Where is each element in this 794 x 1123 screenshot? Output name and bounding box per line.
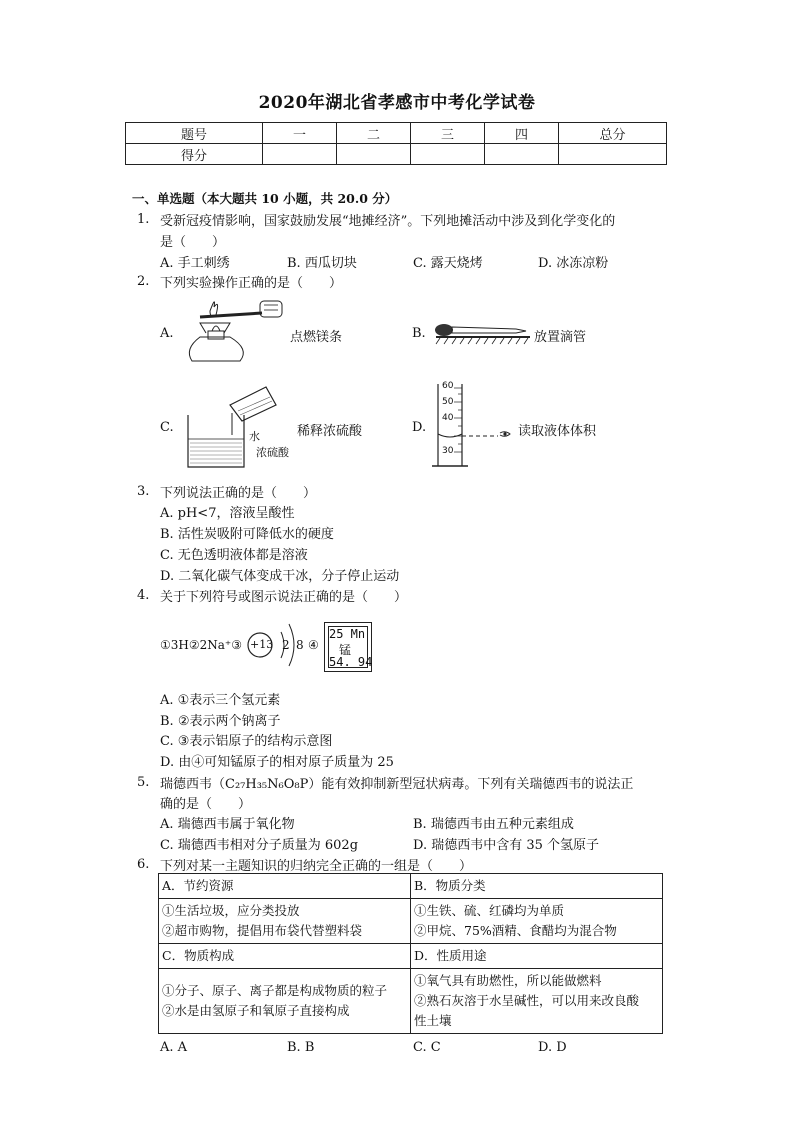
q6-cell-line: ②水是由氢原子和氧原子直接构成: [162, 1003, 350, 1018]
cylinder-tick-label: 60: [442, 381, 454, 391]
q6-cell-c-head: C．物质构成: [159, 944, 411, 969]
score-row-label: 得分: [126, 144, 263, 165]
q6-option-d: D. D: [538, 1040, 567, 1055]
q6-knowledge-table: [158, 873, 663, 1034]
score-cell: [485, 144, 559, 165]
q6-cell-line: ②熟石灰溶于水呈碱性，可以用来改良酸: [414, 993, 640, 1008]
score-table: [125, 122, 667, 165]
q2-option-d-label: 读取液体体积: [518, 424, 597, 439]
q2-option-c-letter: C.: [160, 420, 174, 435]
q6-cell-d-body: [411, 969, 663, 1034]
score-header-cell: 题号: [126, 123, 263, 144]
score-table-header-row: [126, 123, 667, 144]
q5-option-d: D. 瑞德西韦中含有 35 个氢原子: [413, 838, 600, 853]
q6-cell-line: ①生活垃圾，应分类投放: [162, 903, 300, 918]
q4-stem: 关于下列符号或图示说法正确的是（ ）: [160, 590, 408, 605]
atom-nucleus-charge: +13: [250, 638, 274, 651]
q6-option-b: B. B: [287, 1040, 315, 1055]
q1-option-b: B. 西瓜切块: [287, 256, 357, 271]
q3-stem: 下列说法正确的是（ ）: [160, 486, 317, 501]
element-atomic-mass: 54. 94: [329, 655, 373, 669]
q1-stem-line2: 是（ ）: [160, 235, 226, 250]
graduated-cylinder-illustration: [432, 380, 522, 470]
atom-shell-electrons: 2: [282, 638, 290, 652]
q4-symbols: ①3H②2Na⁺③: [160, 638, 242, 652]
q3-option-d: D. 二氧化碳气体变成干冰，分子停止运动: [160, 569, 400, 584]
q3-option-c: C. 无色透明液体都是溶液: [160, 548, 308, 563]
q2-option-b-label: 放置滴管: [534, 330, 587, 345]
q6-cell-line: 性土壤: [414, 1013, 452, 1028]
q6-cell-a-body: [159, 899, 411, 944]
score-table-score-row: [126, 144, 667, 165]
score-cell: [411, 144, 485, 165]
question-number: 1.: [137, 212, 150, 227]
q2-option-a-label: 点燃镁条: [290, 330, 343, 345]
q2-acid-label: 浓硫酸: [256, 446, 289, 459]
q2-water-label: 水: [249, 430, 260, 443]
element-name: 锰: [339, 643, 352, 657]
q6-cell-line: ②超市购物，提倡用布袋代替塑料袋: [162, 923, 363, 938]
question-number: 6.: [137, 857, 150, 872]
q6-cell-line: ①分子、原子、离子都是构成物质的粒子: [162, 983, 388, 998]
cylinder-tick-label: 40: [442, 413, 454, 423]
q1-option-d: D. 冰冻凉粉: [538, 256, 609, 271]
q6-cell-c-body: [159, 969, 411, 1034]
section-heading: 一、单选题（本大题共 10 小题，共 20.0 分）: [132, 191, 398, 206]
q1-option-c: C. 露天烧烤: [413, 256, 483, 271]
score-header-cell: 二: [337, 123, 411, 144]
score-header-cell: 一: [263, 123, 337, 144]
dropper-on-table-illustration: [432, 318, 532, 346]
q6-table-row: [159, 969, 663, 1034]
q1-stem-line1: 受新冠疫情影响，国家鼓励发展“地摊经济”。下列地摊活动中涉及到化学变化的: [160, 214, 616, 229]
burning-magnesium-illustration: [180, 293, 290, 373]
q3-option-a: A. pH<7，溶液呈酸性: [160, 506, 295, 521]
page-title: 2020年湖北省孝感市中考化学试卷: [258, 93, 536, 113]
q6-cell-d-head: D．性质用途: [411, 944, 663, 969]
q6-table-row: [159, 944, 663, 969]
q6-table-row: [159, 899, 663, 944]
cylinder-tick-label: 30: [442, 446, 454, 456]
q5-option-c: C. 瑞德西韦相对分子质量为 602g: [160, 838, 359, 853]
atom-shell-electrons: 8: [296, 638, 304, 652]
q2-stem: 下列实验操作正确的是（ ）: [160, 276, 343, 291]
q6-cell-b-head: B．物质分类: [411, 874, 663, 899]
q6-cell-line: ②甲烷、75%酒精、食醋均为混合物: [414, 923, 617, 938]
q4-option-d: D. 由④可知锰原子的相对原子质量为 25: [160, 755, 394, 770]
q6-cell-line: ①氧气具有助燃性，所以能做燃料: [414, 973, 602, 988]
score-header-cell: 四: [485, 123, 559, 144]
element-number-symbol: 25 Mn: [329, 627, 366, 641]
q2-option-a-letter: A.: [160, 326, 174, 341]
q6-cell-b-body: [411, 899, 663, 944]
periodic-table-cell: [324, 622, 372, 672]
q6-option-a: A. A: [160, 1040, 188, 1055]
q4-option-c: C. ③表示铝原子的结构示意图: [160, 734, 333, 749]
q4-symbol-four: ④: [308, 638, 319, 652]
q6-table-row: [159, 874, 663, 899]
score-cell: [263, 144, 337, 165]
q5-option-a: A. 瑞德西韦属于氧化物: [160, 817, 295, 832]
q5-stem-line2: 确的是（ ）: [160, 797, 252, 812]
q6-cell-line: ①生铁、硫、红磷均为单质: [414, 903, 565, 918]
question-number: 4.: [137, 588, 150, 603]
q1-option-a: A. 手工刺绣: [160, 256, 230, 271]
question-number: 3.: [137, 484, 150, 499]
q6-option-c: C. C: [413, 1040, 441, 1055]
score-cell: [337, 144, 411, 165]
q5-stem-line1: 瑞德西韦（C₂₇H₃₅N₆O₈P）能有效抑制新型冠状病毒。下列有关瑞德西韦的说法正: [160, 777, 634, 792]
score-cell: [559, 144, 667, 165]
q2-option-c-label: 稀释浓硫酸: [297, 424, 363, 439]
q6-cell-a-head: A．节约资源: [159, 874, 411, 899]
q4-option-a: A. ①表示三个氢元素: [160, 693, 281, 708]
question-number: 5.: [137, 775, 150, 790]
question-number: 2.: [137, 274, 150, 289]
score-header-cell: 总分: [559, 123, 667, 144]
q3-option-b: B. 活性炭吸附可降低水的硬度: [160, 527, 334, 542]
q2-option-d-letter: D.: [412, 420, 427, 435]
score-header-cell: 三: [411, 123, 485, 144]
q5-option-b: B. 瑞德西韦由五种元素组成: [413, 817, 574, 832]
cylinder-tick-label: 50: [442, 397, 454, 407]
q2-option-b-letter: B.: [412, 326, 426, 341]
q4-option-b: B. ②表示两个钠离子: [160, 714, 281, 729]
q6-stem: 下列对某一主题知识的归纳完全正确的一组是（ ）: [160, 859, 473, 874]
